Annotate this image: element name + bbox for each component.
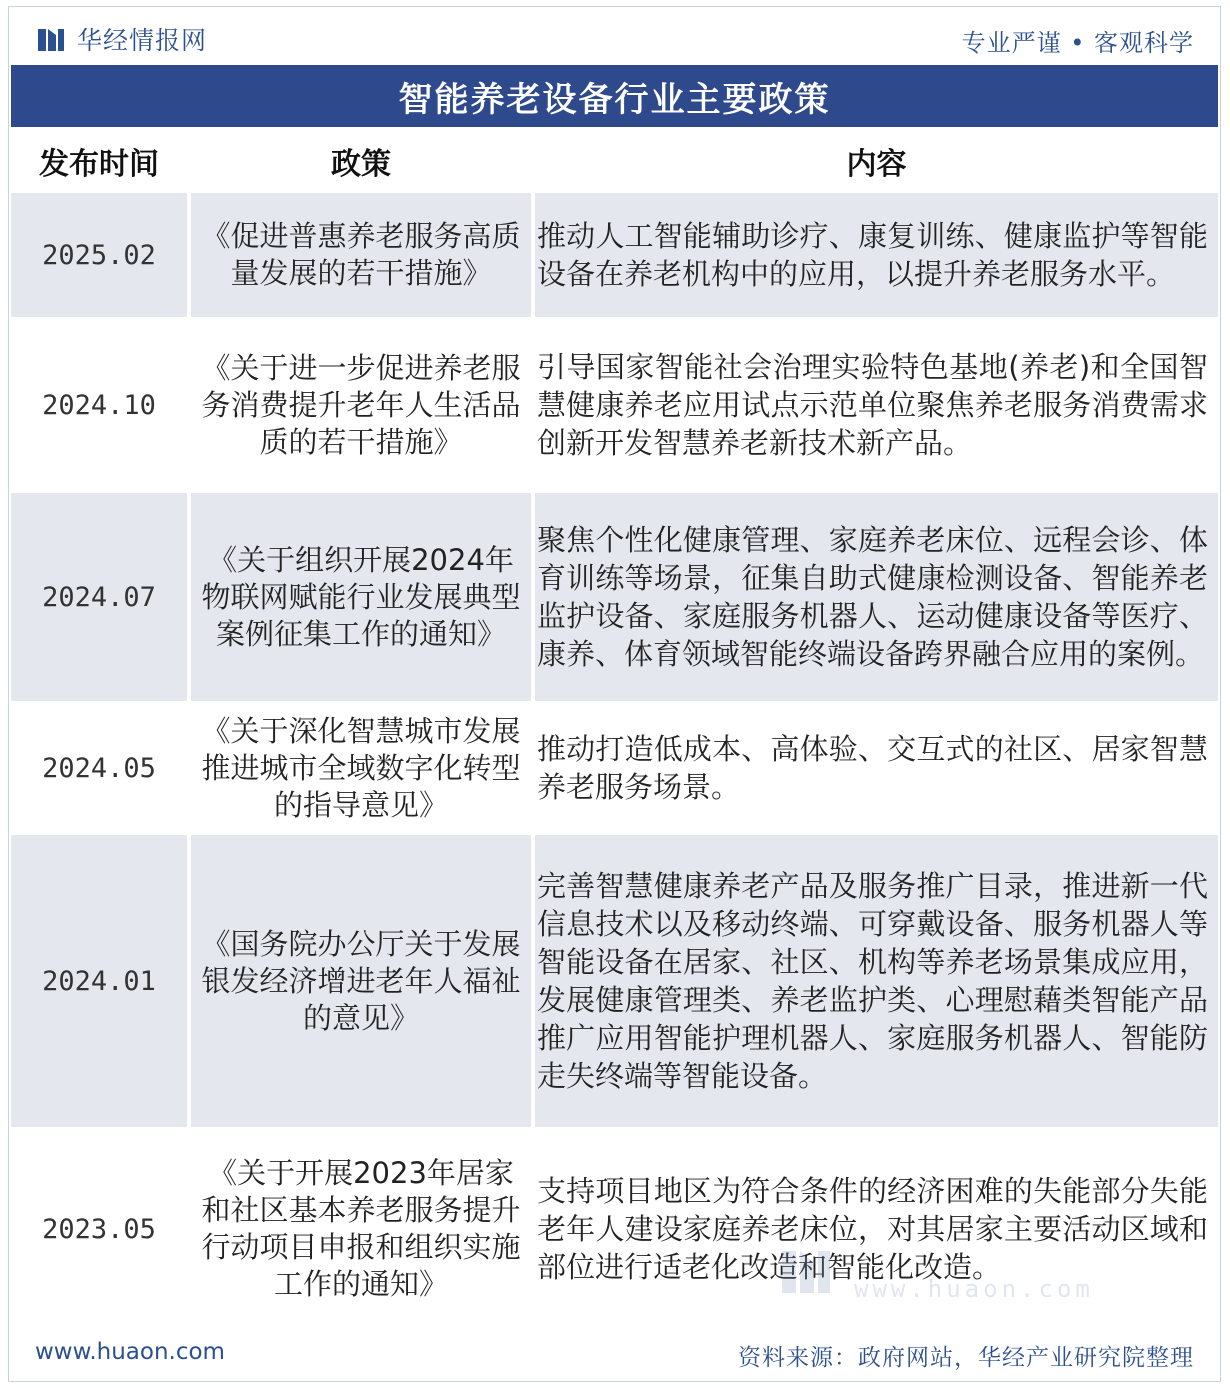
brand-name: 华经情报网 [77, 26, 208, 55]
row-content: 引导国家智能社会治理实验特色基地(养老)和全国智慧健康养老应用试点示范单位聚焦养老服务消费需求创新开发智慧养老新技术新产品。 [535, 321, 1218, 489]
table-row [11, 1131, 1218, 1327]
row-date: 2025.02 [11, 193, 187, 317]
footer-source: 资料来源：政府网站，华经产业研究院整理 [738, 1345, 1194, 1371]
footer-url[interactable]: www.huaon.com [35, 1339, 225, 1365]
row-content: 完善智慧健康养老产品及服务推广目录，推进新一代信息技术以及移动终端、可穿戴设备、服务机器人等智能设备在居家、社区、机构等养老场景集成应用，发展健康管理类、养老监护类、心理慰藉类智能产品推广应用智能护理机器人、家庭服务机器人、智能防走失终端等智能设备。 [535, 835, 1218, 1127]
row-content: 推动人工智能辅助诊疗、康复训练、健康监护等智能设备在养老机构中的应用，以提升养老服务水平。 [535, 193, 1218, 317]
row-content: 支持项目地区为符合条件的经济困难的失能部分失能老年人建设家庭养老床位，对其居家主要活动区域和部位进行适老化改造和智能化改造。 [535, 1131, 1218, 1327]
row-date: 2024.07 [11, 493, 187, 701]
column-header-content: 内容 [846, 147, 907, 182]
row-policy: 《关于深化智慧城市发展 推进城市全域数字化转型的指导意见》 [191, 705, 531, 831]
row-policy: 《促进普惠养老服务高质量发展的若干措施》 [191, 193, 531, 317]
row-content: 推动打造低成本、高体验、交互式的社区、居家智慧养老服务场景。 [535, 705, 1218, 831]
slogan: 专业严谨 • 客观科学 [961, 29, 1194, 57]
page-title: 智能养老设备行业主要政策 [398, 79, 831, 120]
brand[interactable] [37, 21, 207, 57]
table-row [11, 705, 1218, 831]
table-row [11, 321, 1218, 489]
footer [9, 1325, 1220, 1381]
table-header [11, 129, 1218, 193]
title-band [11, 65, 1218, 127]
row-date: 2024.05 [11, 705, 187, 831]
brand-logo-icon [37, 25, 65, 53]
table-row [11, 493, 1218, 701]
row-policy: 《关于进一步促进养老服务消费提升老年人生活品质的若干措施》 [191, 321, 531, 489]
row-date: 2024.01 [11, 835, 187, 1127]
row-date: 2024.10 [11, 321, 187, 489]
row-policy: 《国务院办公厅关于发展银发经济增进老年人福祉的意见》 [191, 835, 531, 1127]
row-policy: 《关于开展2023年居家和社区基本养老服务提升行动项目申报和组织实施工作的通知》 [191, 1131, 531, 1327]
column-header-date: 发布时间 [39, 147, 159, 182]
watermark-url: www.huaon.com [854, 1275, 1094, 1303]
row-policy: 《关于组织开展2024年物联网赋能行业发展典型案例征集工作的通知》 [191, 493, 531, 701]
table-row [11, 193, 1218, 317]
row-date: 2023.05 [11, 1131, 187, 1327]
column-header-policy: 政策 [331, 147, 391, 182]
table-row [11, 835, 1218, 1127]
top-bar [9, 7, 1220, 65]
row-content: 聚焦个性化健康管理、家庭养老床位、远程会诊、体育训练等场景，征集自助式健康检测设备、智能养老监护设备、家庭服务机器人、运动健康设备等医疗、康养、体育领域智能终端设备跨界融合应用的案例。 [535, 493, 1218, 701]
infographic-frame [8, 6, 1221, 1382]
